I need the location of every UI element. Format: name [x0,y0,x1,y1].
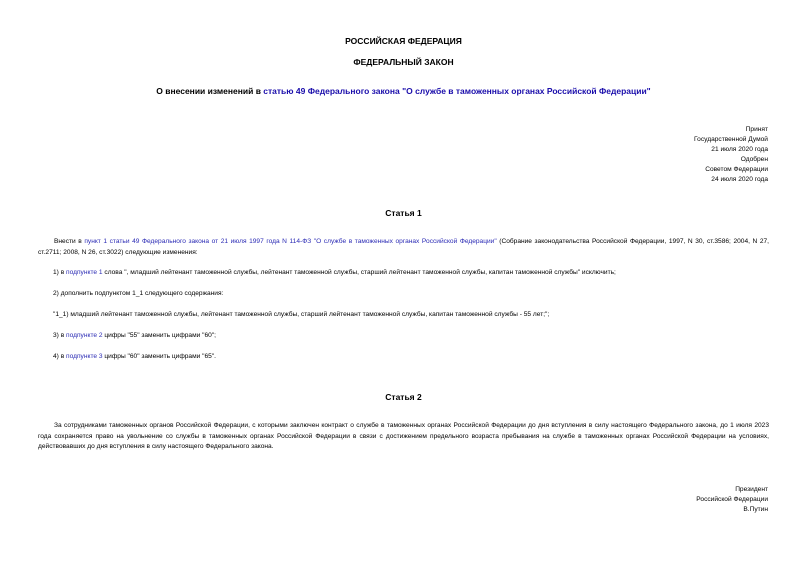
intro-suffix: (Собрание законодательства Российской Федерации, 1997, N 30, ст.3586; 2004, N 27, ст.2711; 2008, N 26, ст.3022) следующие изменения: [38,238,769,256]
intro-prefix: Внести в [54,238,85,245]
article-2-heading: Статья 2 [385,392,422,402]
article-1-item-1 [53,268,769,279]
law-type-heading: ФЕДЕРАЛЬНЫЙ ЗАКОН [353,57,454,67]
article-1-item-2-quote: "1_1) младший лейтенант таможенной службы, лейтенант таможенной службы, старший лейтенант таможенной службы, капитан таможенной службы - 55 лет;"; [53,311,550,318]
item-4-suffix: цифры "60" заменить цифрами "65". [102,353,216,360]
signature-line: Президент [735,486,768,493]
item-3-link[interactable]: подпункте 2 [66,332,103,339]
article-1-item-2: 2) дополнить подпунктом 1_1 следующего содержания: [53,290,224,297]
article-1-item-3 [53,331,769,342]
law-title-prefix: О внесении изменений в [156,86,264,96]
item-4-link[interactable]: подпункте 3 [66,353,103,360]
law-title [0,86,807,96]
item-3-suffix: цифры "55" заменить цифрами "60"; [102,332,216,339]
adoption-line: Советом Федерации [705,166,768,173]
item-3-prefix: 3) в [53,332,67,339]
article-1-intro [38,237,769,258]
item-1-suffix: слова ", младший лейтенант таможенной службы, лейтенант таможенной службы, старший лейтенант таможенной службы, капитан таможенной службы" исключить; [102,269,616,276]
item-1-link[interactable]: подпункте 1 [66,269,103,276]
article-1-heading: Статья 1 [385,208,422,218]
signature-block [696,485,768,515]
article-2-text: За сотрудниками таможенных органов Российской Федерации, с которыми заключен контракт о службе в таможенных органах Российской Федерации до дня вступления в силу настоящего Федерального закона, до 1 июля 2023 года сохраняется право на увольнение со службы в таможенных органах Российской Федерации в связи с достижением предельного возраста пребывания на службе в таможенных органах Российской Федерации на условиях, действовавших до дня вступления в силу настоящего Федерального закона. [38,422,769,450]
intro-link[interactable]: пункт 1 статьи 49 Федерального закона от 21 июля 1997 года N 114-ФЗ "О службе в таможенных органах Российской Федерации" [84,238,497,245]
item-1-prefix: 1) в [53,269,67,276]
adoption-line: Государственной Думой [694,136,768,143]
signature-line: В.Путин [743,506,768,513]
law-title-link[interactable]: статью 49 Федерального закона "О службе в таможенных органах Российской Федерации" [263,86,651,96]
article-1-item-4 [53,352,769,363]
country-heading: РОССИЙСКАЯ ФЕДЕРАЦИЯ [345,36,462,46]
adoption-line: 24 июля 2020 года [711,176,768,183]
signature-line: Российской Федерации [696,496,768,503]
item-4-prefix: 4) в [53,353,67,360]
adoption-line: Одобрен [740,156,768,163]
adoption-block [694,125,768,185]
adoption-line: Принят [745,126,768,133]
adoption-line: 21 июля 2020 года [711,146,768,153]
